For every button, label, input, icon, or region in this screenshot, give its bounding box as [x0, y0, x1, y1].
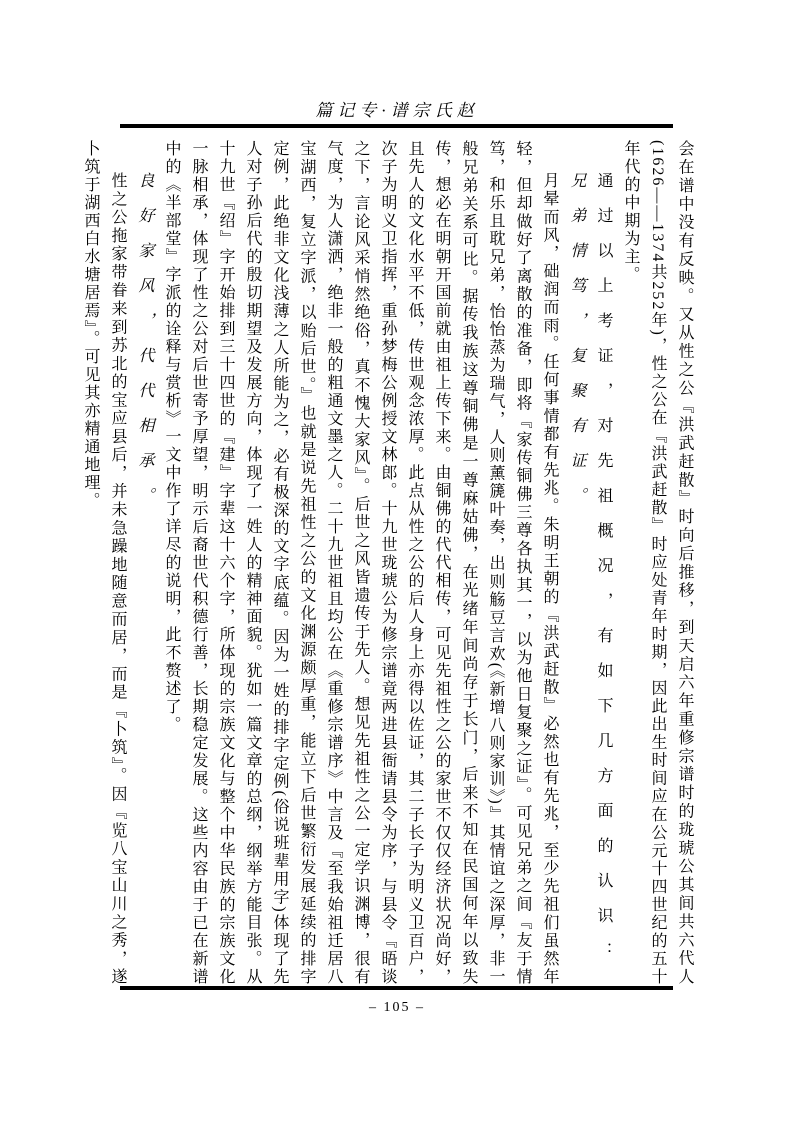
footer-rule	[120, 986, 673, 990]
section-heading-brothers: 兄弟情笃，复聚有证。	[568, 172, 585, 522]
paragraph-continuation: 会在谱中没有反映。又从性之公『洪武赶散』时向后推移，到天启六年重修宗谱时的珑琥公其间共六代人(1626——1374共252年)，性之公在『洪武赶散』时应处青年时期，因此出生时间应在公元十四世纪的五十年代的中期为主。	[622, 140, 693, 986]
page-header-title: 篇记专·谱宗氏赵	[315, 101, 479, 120]
paragraph-body-brothers: 月晕而风，础润而雨。任何事情都有先兆。朱明王朝的『洪武赶散』必然也有先兆，至少先祖们虽然年轻，但却做好了离散的准备，即将『家传铜佛三尊各执其一，以为他日复聚之证』。可见兄弟之间『友于情笃，和乐且耽兄弟，怡怡蒸为瑞气，人则薰篪叶奏，出则觞豆言欢(《新增八则家训》)』其情谊之深厚，非一般兄弟关系可比。据传我族这尊铜佛是一尊麻姑佛，在光绪年间尚存于长门，后来不知在民国何年以致失传，想必在明朝开国前就由祖上传下来。由铜佛的代代相传，可见先祖性之公的家世不仅仅经济状况尚好，且先人的文化水平不低，传世观念浓厚。此点从性之公的后人身上亦得以佐证，其二子长子为明义卫百户，次子为明义卫指挥，重孙梦梅公例授文林郎。十九世珑琥公为修宗谱竟两进县衙请县令为序，与县令『晤谈之下，言论风采悄然绝俗，真不愧大家风』。后世之风皆遗传于先人。想见先祖性之公一定学识渊博，很有气度，为人潇洒，绝非一般的粗通文墨之人。二十九世祖且均公在《重修宗谱序》中言及『至我始祖迁居八宝湖西，复立字派，以贻后世。』也就是说先祖性之公的文化渊源颇厚重，能立下后世繁衍发展延续的排字定例，此绝非文化浅薄之人所能为之，必有极深的文字底蕴。因为一姓的排字定例(俗说班辈用字)体现了先人对子孙后代的殷切期望及发展方向，体现了一姓人的精神面貌。犹如一篇文章的总纲，纲举方能目张。从十九世『绍』字开始排到三十四世的『建』字辈这十六个字，所体现的宗族文化与整个中华民族的宗族文化一脉相承，体现了性之公对后世寄予厚望，明示后裔世代积德行善，长期稳定发展。这些内容由于已在新谱中的《半部堂』字派的诠释与赏析》一文中作了详尽的说明，此不赘述了。	[163, 140, 558, 986]
section-heading-family-style: 良好家风，代代相承。	[136, 172, 153, 522]
paragraph-intro: 通过以上考证，对先祖概况，有如下几方面的认识：	[595, 172, 612, 977]
vertical-text-block	[82, 140, 698, 986]
paragraph-body-family-style: 性之公拖家带眷来到苏北的宝应县后，并未急躁地随意而居，而是『卜筑』。因『览八宝山川之秀，遂卜筑于湖西白水塘居焉』。可见其亦精通地理。	[82, 140, 126, 986]
page-number: – 105 –	[369, 1000, 425, 1015]
header-rule	[120, 124, 673, 128]
